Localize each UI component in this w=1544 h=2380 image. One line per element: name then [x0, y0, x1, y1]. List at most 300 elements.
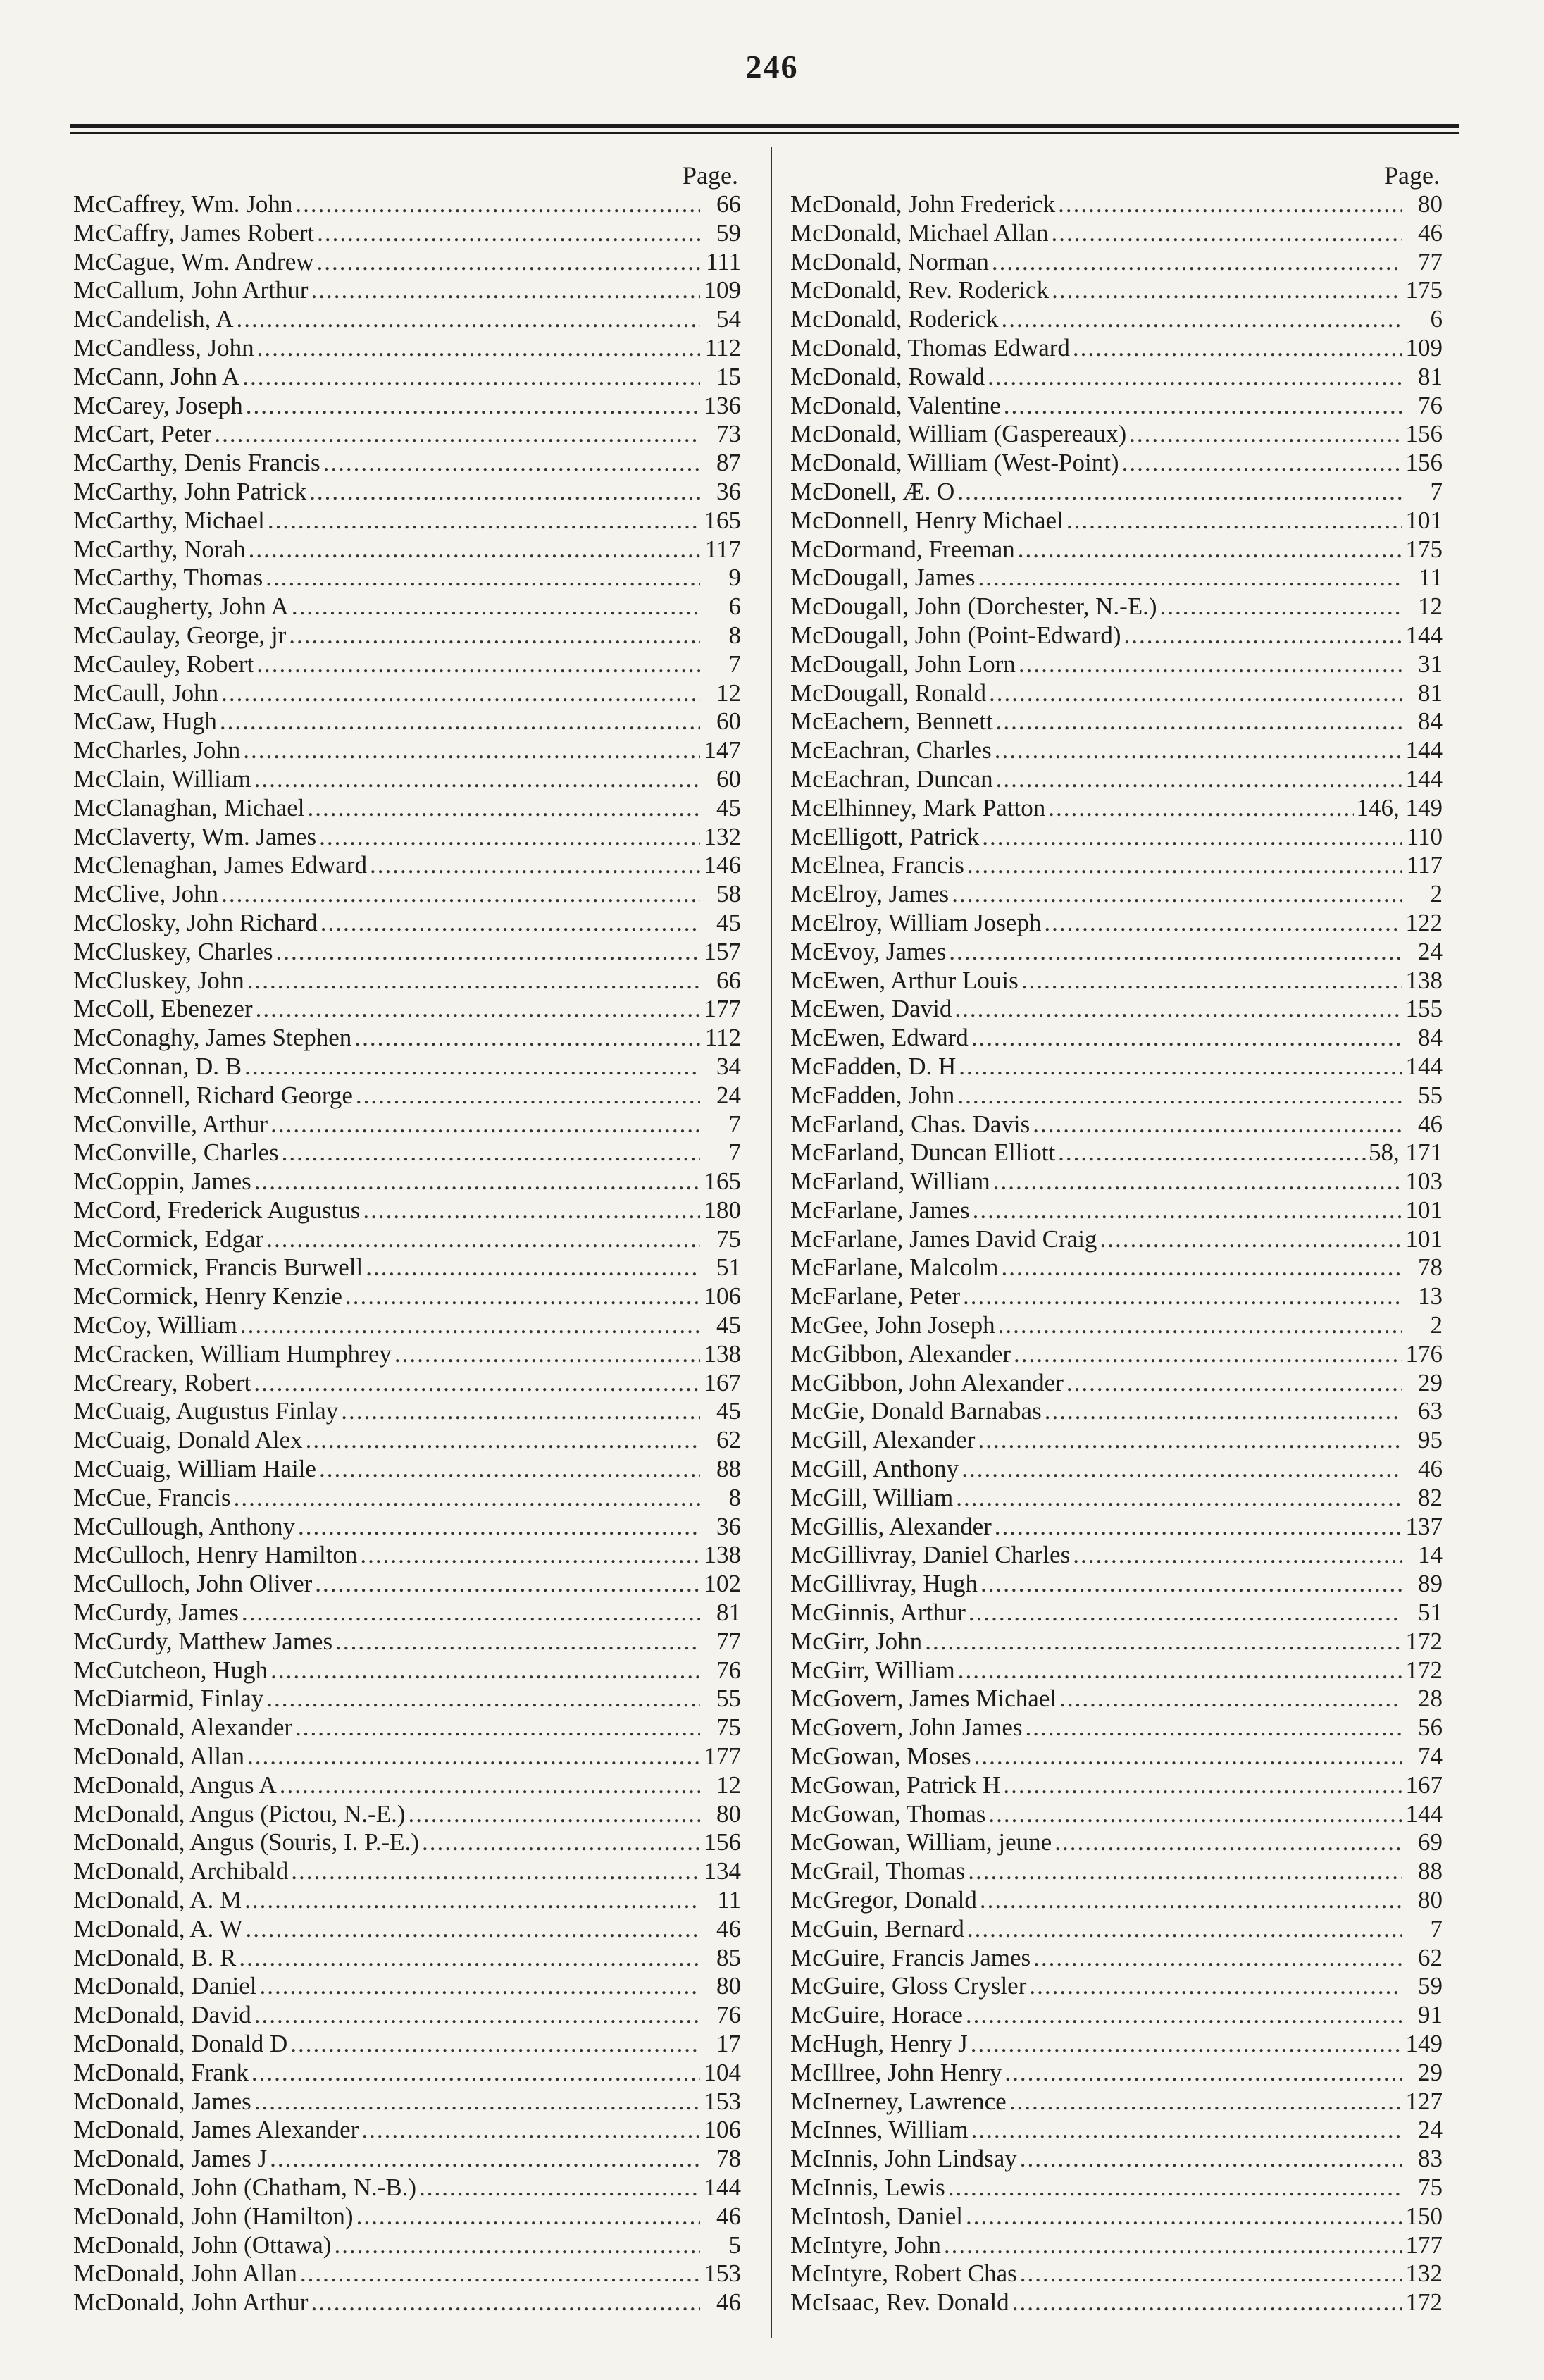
entry-page: 60: [716, 764, 741, 793]
dot-leader: [925, 1628, 1402, 1656]
dot-leader: [236, 305, 700, 334]
entry-name: McEachran, Charles: [790, 736, 992, 764]
index-entry: [73, 593, 741, 621]
entry-page: 7: [1430, 477, 1443, 505]
index-entry: [790, 707, 1443, 736]
entry-page: 144: [1405, 1052, 1443, 1080]
entry-page: 147: [704, 736, 741, 764]
entry-page: 101: [1405, 1196, 1443, 1224]
entry-page: 146, 149: [1356, 793, 1443, 822]
entry-page: 101: [1405, 506, 1443, 534]
entry-page: 138: [704, 1541, 741, 1569]
index-entry: [790, 1656, 1443, 1685]
index-entry: [73, 1253, 741, 1282]
entry-page: 55: [1418, 1081, 1443, 1109]
dot-leader: [311, 276, 700, 305]
dot-leader: [247, 1742, 700, 1771]
index-entry: [790, 1311, 1443, 1340]
entry-page: 7: [728, 650, 741, 678]
index-entry: [790, 305, 1443, 334]
entry-name: McIntosh, Daniel: [790, 2202, 963, 2230]
dot-leader: [1029, 1972, 1402, 2001]
entry-name: McDonald, James: [73, 2087, 251, 2115]
entry-name: McCandelish, A: [73, 305, 234, 333]
dot-leader: [959, 1053, 1402, 1081]
index-entry: [73, 794, 741, 823]
dot-leader: [356, 2202, 700, 2231]
dot-leader: [995, 736, 1402, 765]
entry-name: McDonald, John (Chatham, N.-B.): [73, 2173, 417, 2201]
entry-name: McFadden, John: [790, 1081, 955, 1109]
entry-name: McElroy, William Joseph: [790, 908, 1042, 936]
index-entry: [790, 1167, 1443, 1196]
index-entry: [73, 2001, 741, 2030]
dot-leader: [1045, 1397, 1402, 1426]
index-entry: [73, 851, 741, 880]
entry-page: 144: [1405, 736, 1443, 764]
entry-name: McIllree, John Henry: [790, 2058, 1002, 2086]
index-entry: [790, 938, 1443, 967]
entry-page: 5: [728, 2231, 741, 2259]
entry-name: McElnea, Francis: [790, 851, 964, 879]
dot-leader: [220, 707, 700, 736]
entry-page: 153: [704, 2087, 741, 2115]
index-entry: [73, 276, 741, 305]
entry-name: McGuire, Gloss Crysler: [790, 1972, 1027, 2000]
entry-name: McDonald, Angus (Souris, I. P.-E.): [73, 1828, 419, 1857]
index-entry: [73, 1369, 741, 1398]
index-entry: [790, 392, 1443, 421]
entry-name: McInnis, Lewis: [790, 2173, 945, 2201]
entry-name: McGuire, Horace: [790, 2001, 963, 2029]
entry-page: 74: [1418, 1742, 1443, 1771]
entry-page: 78: [716, 2145, 741, 2173]
dot-leader: [361, 2116, 700, 2145]
entry-name: McCutcheon, Hugh: [73, 1656, 268, 1684]
entry-page: 165: [704, 506, 741, 534]
index-entry: [73, 2116, 741, 2145]
entry-name: McDonald, Valentine: [790, 391, 1001, 419]
index-entry: [790, 794, 1443, 823]
dot-leader: [334, 2231, 700, 2260]
dot-leader: [1058, 1139, 1366, 1167]
dot-leader: [247, 967, 700, 996]
entry-page: 66: [716, 966, 741, 994]
entry-page: 75: [716, 1225, 741, 1253]
entry-page: 81: [1418, 678, 1443, 707]
index-entry: [73, 2059, 741, 2088]
entry-page: 55: [716, 1685, 741, 1713]
entry-name: McDonald, John Frederick: [790, 190, 1056, 218]
entry-name: McFarlane, Malcolm: [790, 1253, 999, 1282]
dot-leader: [1001, 1253, 1402, 1282]
dot-leader: [270, 2145, 700, 2174]
index-entry: [790, 880, 1443, 909]
entry-page: 144: [1405, 621, 1443, 649]
dot-leader: [239, 1944, 700, 1973]
entry-name: McClenaghan, James Edward: [73, 851, 367, 879]
index-entry: [790, 507, 1443, 535]
entry-name: McCaw, Hugh: [73, 707, 217, 736]
index-entry: [790, 1053, 1443, 1081]
entry-name: McFarlane, James David Craig: [790, 1225, 1097, 1253]
dot-leader: [254, 1369, 700, 1398]
entry-page: 104: [704, 2058, 741, 2086]
entry-page: 150: [1405, 2202, 1443, 2230]
entry-name: McFarlane, James: [790, 1196, 970, 1224]
dot-leader: [1004, 392, 1402, 421]
entry-name: McCann, John A: [73, 362, 240, 390]
entry-name: McDougall, John (Point-Edward): [790, 621, 1121, 649]
right-page-header: Page.: [1384, 161, 1440, 190]
dot-leader: [968, 1857, 1402, 1886]
entry-name: McEvoy, James: [790, 937, 947, 965]
entry-name: McGee, John Joseph: [790, 1311, 995, 1339]
entry-name: McDougall, Ronald: [790, 678, 987, 707]
entry-name: McCullough, Anthony: [73, 1512, 296, 1540]
dot-leader: [308, 794, 700, 823]
dot-leader: [291, 1857, 700, 1886]
entry-name: McDonald, John (Hamilton): [73, 2202, 354, 2230]
entry-page: 59: [1418, 1972, 1443, 2000]
index-entry: [73, 909, 741, 938]
index-entry: [790, 2288, 1443, 2317]
index-entry: [73, 1081, 741, 1110]
entry-name: McConnell, Richard George: [73, 1081, 353, 1109]
index-entry: [790, 1915, 1443, 1944]
dot-leader: [254, 2088, 700, 2116]
entry-name: McGowan, Patrick H: [790, 1771, 1001, 1799]
index-entry: [73, 967, 741, 996]
entry-name: McGirr, William: [790, 1656, 955, 1684]
entry-name: McClain, William: [73, 764, 251, 793]
entry-page: 156: [1405, 420, 1443, 448]
entry-name: McCluskey, John: [73, 966, 244, 994]
index-entry: [73, 1713, 741, 1742]
entry-page: 24: [1418, 2116, 1443, 2144]
entry-name: McInnis, John Lindsay: [790, 2145, 1017, 2173]
entry-name: McGregor, Donald: [790, 1886, 977, 1914]
dot-leader: [240, 1311, 700, 1340]
entry-name: McEwen, David: [790, 995, 952, 1023]
index-entry: [73, 1828, 741, 1857]
entry-page: 88: [1418, 1857, 1443, 1885]
dot-leader: [345, 1282, 700, 1311]
entry-page: 103: [1405, 1167, 1443, 1196]
dot-leader: [360, 1541, 700, 1570]
entry-page: 83: [1418, 2145, 1443, 2173]
dot-leader: [270, 1110, 700, 1139]
dot-leader: [971, 2116, 1402, 2145]
index-entry: [790, 851, 1443, 880]
index-entry: [73, 449, 741, 478]
entry-page: 117: [704, 535, 741, 563]
entry-name: McGuin, Bernard: [790, 1914, 964, 1942]
entry-name: McInnes, William: [790, 2116, 969, 2144]
entry-page: 31: [1418, 650, 1443, 678]
entry-page: 144: [1405, 764, 1443, 793]
dot-leader: [988, 363, 1402, 392]
dot-leader: [266, 1225, 700, 1254]
entry-page: 88: [716, 1455, 741, 1483]
entry-page: 6: [1430, 305, 1443, 333]
dot-leader: [221, 880, 700, 909]
entry-page: 73: [716, 420, 741, 448]
entry-name: McGie, Donald Barnabas: [790, 1397, 1042, 1425]
index-entry: [73, 2231, 741, 2260]
index-entry: [73, 1800, 741, 1829]
index-entry: [790, 1828, 1443, 1857]
entry-name: McGinnis, Arthur: [790, 1599, 966, 1627]
index-entry: [790, 2030, 1443, 2059]
dot-leader: [1129, 420, 1402, 449]
index-entry: [790, 1282, 1443, 1311]
entry-name: McCulloch, Henry Hamilton: [73, 1541, 358, 1569]
entry-name: McDonald, James J: [73, 2145, 268, 2173]
dot-leader: [993, 1167, 1402, 1196]
dot-leader: [1018, 535, 1402, 564]
dot-leader: [971, 1024, 1402, 1053]
entry-page: 51: [1418, 1599, 1443, 1627]
index-entry: [790, 1713, 1443, 1742]
dot-leader: [1160, 593, 1402, 621]
index-entry: [790, 420, 1443, 449]
entry-name: McDonald, James Alexander: [73, 2116, 359, 2144]
dot-leader: [1052, 276, 1402, 305]
entry-page: 36: [716, 477, 741, 505]
entry-page: 46: [1418, 218, 1443, 247]
entry-page: 175: [1405, 276, 1443, 304]
entry-page: 175: [1405, 535, 1443, 563]
entry-name: McCarthy, John Patrick: [73, 477, 307, 505]
index-entry: [790, 2260, 1443, 2288]
entry-name: McConville, Charles: [73, 1139, 279, 1167]
entry-page: 80: [716, 1799, 741, 1828]
entry-name: McDonald, Angus (Pictou, N.-E.): [73, 1799, 406, 1828]
left-page-header: Page.: [683, 161, 738, 190]
entry-name: McIsaac, Rev. Donald: [790, 2288, 1009, 2317]
index-entry: [790, 190, 1443, 219]
entry-page: 144: [704, 2173, 741, 2201]
dot-leader: [1020, 2260, 1402, 2288]
dot-leader: [967, 851, 1402, 880]
entry-name: McGill, Alexander: [790, 1426, 976, 1454]
dot-leader: [306, 1426, 700, 1455]
dot-leader: [1003, 1771, 1402, 1800]
index-entry: [73, 880, 741, 909]
dot-leader: [971, 2030, 1402, 2059]
index-entry: [73, 621, 741, 650]
index-entry: [73, 478, 741, 507]
entry-name: McCarthy, Denis Francis: [73, 449, 320, 477]
entry-page: 117: [1406, 851, 1443, 879]
dot-leader: [980, 1886, 1402, 1915]
index-entry: [790, 736, 1443, 765]
dot-leader: [234, 1484, 700, 1513]
dot-leader: [978, 564, 1402, 593]
index-entry: [790, 1628, 1443, 1656]
entry-name: McFadden, D. H: [790, 1052, 957, 1080]
dot-leader: [317, 219, 700, 248]
entry-name: McGillivray, Hugh: [790, 1570, 978, 1598]
entry-page: 66: [716, 190, 741, 218]
entry-name: McElroy, James: [790, 880, 950, 908]
entry-page: 15: [716, 362, 741, 390]
entry-page: 80: [716, 1972, 741, 2000]
entry-page: 136: [704, 391, 741, 419]
entry-name: McDonald, Thomas Edward: [790, 333, 1070, 361]
dot-leader: [1048, 794, 1353, 823]
entry-page: 137: [1405, 1512, 1443, 1540]
entry-page: 155: [1405, 995, 1443, 1023]
entry-name: McEachern, Bennett: [790, 707, 993, 736]
entry-page: 12: [1418, 593, 1443, 621]
index-entry: [73, 1972, 741, 2001]
entry-page: 63: [1418, 1397, 1443, 1425]
entry-page: 80: [1418, 1886, 1443, 1914]
dot-leader: [969, 1599, 1402, 1628]
index-entry: [790, 2174, 1443, 2202]
dot-leader: [980, 1570, 1402, 1599]
index-entry: [790, 1081, 1443, 1110]
dot-leader: [992, 248, 1402, 277]
dot-leader: [244, 1053, 700, 1081]
dot-leader: [335, 1628, 700, 1656]
entry-name: McClive, John: [73, 880, 219, 908]
entry-page: 51: [716, 1253, 741, 1282]
entry-page: 157: [704, 937, 741, 965]
index-entry: [790, 1944, 1443, 1973]
dot-leader: [1058, 190, 1402, 219]
dot-leader: [957, 478, 1402, 507]
entry-name: McCreary, Robert: [73, 1368, 251, 1396]
dot-leader: [1009, 2088, 1402, 2116]
index-entry: [790, 1340, 1443, 1369]
dot-leader: [315, 1570, 700, 1599]
index-entry: [73, 1886, 741, 1915]
entry-page: 45: [716, 908, 741, 936]
index-entry: [790, 2202, 1443, 2231]
index-entry: [790, 478, 1443, 507]
dot-leader: [966, 2202, 1402, 2231]
index-entry: [73, 1656, 741, 1685]
dot-leader: [295, 190, 700, 219]
entry-name: McDonald, Archibald: [73, 1857, 289, 1885]
entry-name: McCluskey, Charles: [73, 937, 273, 965]
dot-leader: [1004, 2059, 1402, 2088]
entry-name: McHugh, Henry J: [790, 2030, 968, 2057]
dot-leader: [982, 823, 1402, 852]
index-entry: [73, 1628, 741, 1656]
dot-leader: [1073, 334, 1402, 363]
index-entry: [73, 1685, 741, 1713]
index-entry: [73, 1340, 741, 1369]
dot-leader: [257, 334, 700, 363]
index-entry: [790, 1742, 1443, 1771]
entry-page: 85: [716, 1943, 741, 1971]
header-rule-thick: [70, 124, 1459, 128]
entry-page: 156: [1405, 449, 1443, 477]
index-entry: [73, 1513, 741, 1542]
entry-page: 132: [704, 822, 741, 850]
dot-leader: [949, 938, 1402, 967]
entry-page: 172: [1405, 2288, 1443, 2317]
entry-name: McDonell, Æ. O: [790, 477, 955, 505]
index-entry: [73, 1541, 741, 1570]
entry-name: McCharles, John: [73, 736, 241, 764]
dot-leader: [958, 1656, 1402, 1685]
entry-page: 46: [1418, 1455, 1443, 1483]
index-entry: [73, 219, 741, 248]
index-entry: [73, 1455, 741, 1484]
entry-page: 8: [728, 621, 741, 649]
index-entry: [790, 2231, 1443, 2260]
entry-page: 177: [704, 1742, 741, 1771]
entry-page: 11: [1419, 564, 1443, 592]
index-entry: [790, 1253, 1443, 1282]
entry-name: McGibbon, John Alexander: [790, 1368, 1064, 1396]
index-entry: [790, 1886, 1443, 1915]
dot-leader: [1100, 1225, 1402, 1254]
index-entry: [790, 995, 1443, 1024]
dot-leader: [1014, 1340, 1402, 1369]
dot-leader: [1026, 1713, 1402, 1742]
index-entry: [73, 650, 741, 679]
entry-name: McColl, Ebenezer: [73, 995, 253, 1023]
entry-name: McDonald, Donald D: [73, 2030, 288, 2057]
index-entry: [73, 1742, 741, 1771]
index-entry: [790, 593, 1443, 621]
dot-leader: [967, 1915, 1402, 1944]
dot-leader: [251, 2059, 700, 2088]
entry-page: 76: [1418, 391, 1443, 419]
index-entry: [73, 2030, 741, 2059]
entry-page: 109: [704, 276, 741, 304]
index-entry: [73, 1397, 741, 1426]
index-entry: [790, 449, 1443, 478]
index-entry: [73, 190, 741, 219]
entry-name: McConnan, D. B: [73, 1052, 242, 1080]
entry-page: 76: [716, 2001, 741, 2029]
dot-leader: [221, 679, 700, 708]
index-entry: [790, 1110, 1443, 1139]
index-entry: [73, 1311, 741, 1340]
entry-page: 45: [716, 1311, 741, 1339]
entry-name: McFarland, Chas. Davis: [790, 1110, 1031, 1138]
entry-name: McDonald, A. M: [73, 1886, 242, 1914]
index-entry: [73, 736, 741, 765]
entry-name: McConville, Arthur: [73, 1110, 268, 1138]
index-entry: [73, 1225, 741, 1254]
entry-name: McCuaig, Donald Alex: [73, 1426, 303, 1454]
index-entry: [73, 1282, 741, 1311]
index-entry: [73, 1167, 741, 1196]
entry-page: 9: [728, 564, 741, 592]
dot-leader: [254, 765, 700, 794]
dot-leader: [995, 1513, 1402, 1542]
dot-leader: [956, 1484, 1402, 1513]
entry-page: 75: [716, 1713, 741, 1742]
index-entry: [790, 1800, 1443, 1829]
index-entry: [73, 1915, 741, 1944]
entry-name: McCuaig, William Haile: [73, 1455, 316, 1483]
index-entry: [73, 305, 741, 334]
index-entry: [790, 219, 1443, 248]
dot-leader: [356, 1081, 700, 1110]
dot-leader: [996, 765, 1402, 794]
index-entry: [73, 1139, 741, 1167]
index-entry: [73, 1426, 741, 1455]
